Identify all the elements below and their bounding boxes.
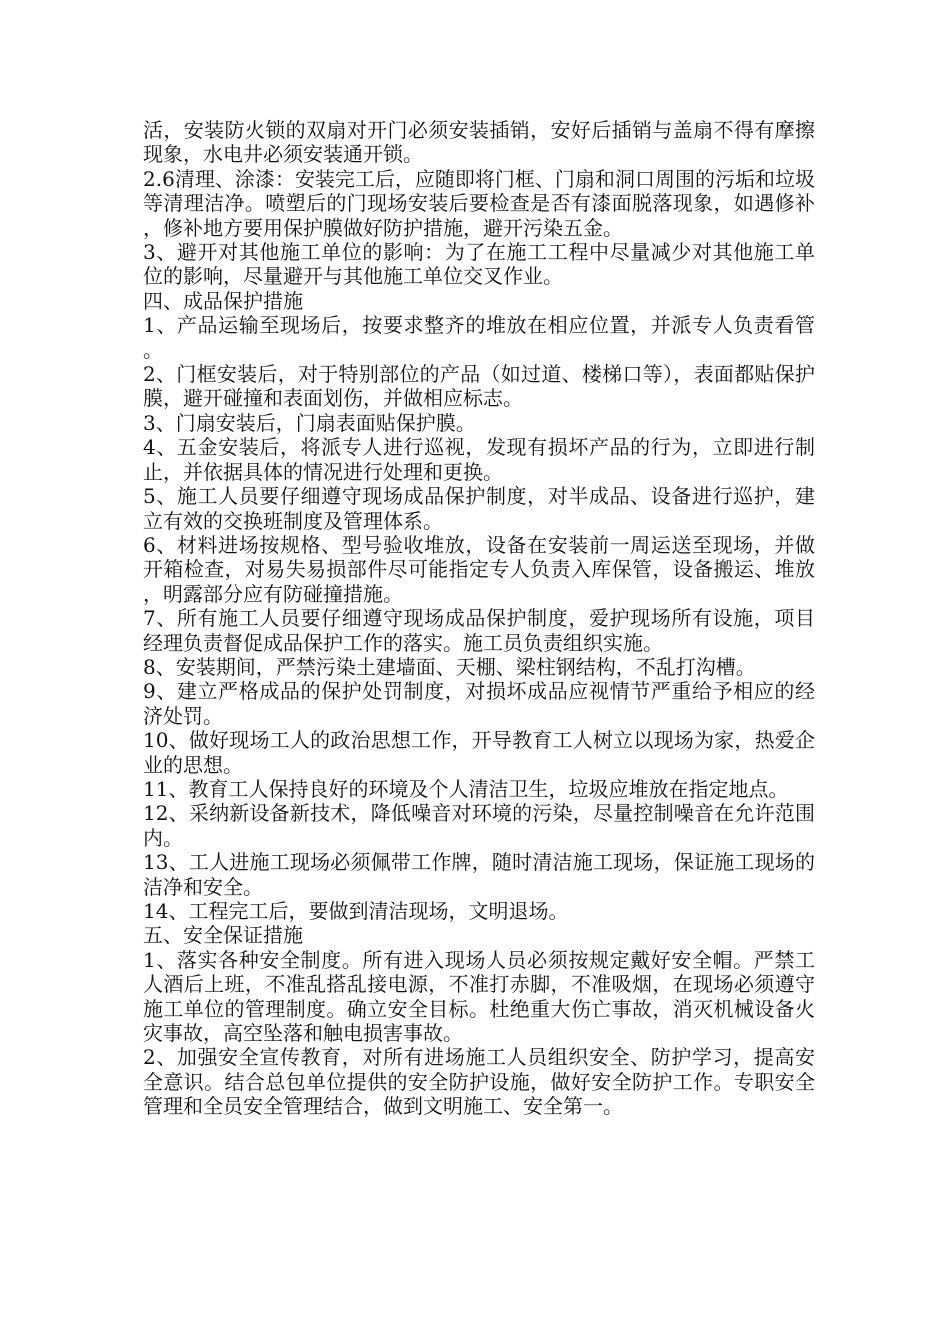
section-heading-product-protection: 四、成品保护措施 — [143, 288, 303, 313]
paragraph-cleaning-painting: 2.6清理、涂漆：安装完工后，应随即将门框、门扇和洞口周围的污垢和垃圾等清理洁净。喷塑后的门现场安装后要检查是否有漆面脱落现象，如遇修补，修补地方要用保护膜做好防护措施，避开污染五金。 — [143, 166, 815, 240]
list-item: 1、产品运输至现场后，按要求整齐的堆放在相应位置，并派专人负责看管。 — [143, 313, 815, 362]
paragraph-avoid-interference: 3、避开对其他施工单位的影响：为了在施工工程中尽量减少对其他施工单位的影响，尽量避开与其他施工单位交叉作业。 — [143, 240, 815, 289]
list-item: 2、门框安装后，对于特别部位的产品（如过道、楼梯口等），表面都贴保护膜，避开碰撞和表面划伤，并做相应标志。 — [143, 362, 815, 411]
list-item: 12、采纳新设备新技术，降低噪音对环境的污染，尽量控制噪音在允许范围内。 — [143, 801, 815, 850]
list-item: 2、加强安全宣传教育，对所有进场施工人员组织安全、防护学习，提高安全意识。结合总包单位提供的安全防护设施，做好安全防护工作。专职安全管理和全员安全管理结合，做到文明施工、安全第一。 — [143, 1045, 815, 1119]
list-item: 5、施工人员要仔细遵守现场成品保护制度，对半成品、设备进行巡护，建立有效的交换班制度及管理体系。 — [143, 484, 815, 533]
list-item: 1、落实各种安全制度。所有进入现场人员必须按规定戴好安全帽。严禁工人酒后上班，不准乱搭乱接电源，不准打赤脚，不准吸烟，在现场必须遵守施工单位的管理制度。确立安全目标。杜绝重大伤亡事故，消灭机械设备火灾事故，高空坠落和触电损害事故。 — [143, 947, 815, 1046]
list-item: 14、工程完工后，要做到清洁现场，文明退场。 — [143, 899, 569, 923]
list-item: 11、教育工人保持良好的环境及个人清洁卫生，垃圾应堆放在指定地点。 — [143, 776, 789, 801]
list-item: 10、做好现场工人的政治思想工作，开导教育工人树立以现场为家，热爱企业的思想。 — [143, 728, 815, 777]
paragraph-continuation: 活，安装防火锁的双扇对开门必须安装插销，安好后插销与盖扇不得有摩擦现象，水电井必须安装通开锁。 — [143, 118, 815, 167]
list-item: 9、建立严格成品的保护处罚制度，对损坏成品应视情节严重给予相应的经济处罚。 — [143, 679, 815, 728]
document-body — [143, 118, 815, 1119]
list-item: 13、工人进施工现场必须佩带工作牌，随时清洁施工现场，保证施工现场的洁净和安全。 — [143, 850, 815, 899]
list-item: 8、安装期间，严禁污染土建墙面、天棚、梁柱钢结构，不乱打沟槽。 — [143, 654, 756, 679]
section-heading-safety-measures: 五、安全保证措施 — [143, 923, 303, 948]
list-item: 3、门扇安装后，门扇表面贴保护膜。 — [143, 410, 476, 435]
list-item: 6、材料进场按规格、型号验收堆放，设备在安装前一周运送至现场，并做开箱检查，对易失易损部件尽可能指定专人负责入库保管，设备搬运、堆放，明露部分应有防碰撞措施。 — [143, 532, 815, 606]
list-item: 4、五金安装后，将派专人进行巡视，发现有损坏产品的行为，立即进行制止，并依据具体的情况进行处理和更换。 — [143, 435, 815, 484]
list-item: 7、所有施工人员要仔细遵守现场成品保护制度，爱护现场所有设施，项目经理负责督促成品保护工作的落实。施工员负责组织实施。 — [143, 606, 815, 655]
